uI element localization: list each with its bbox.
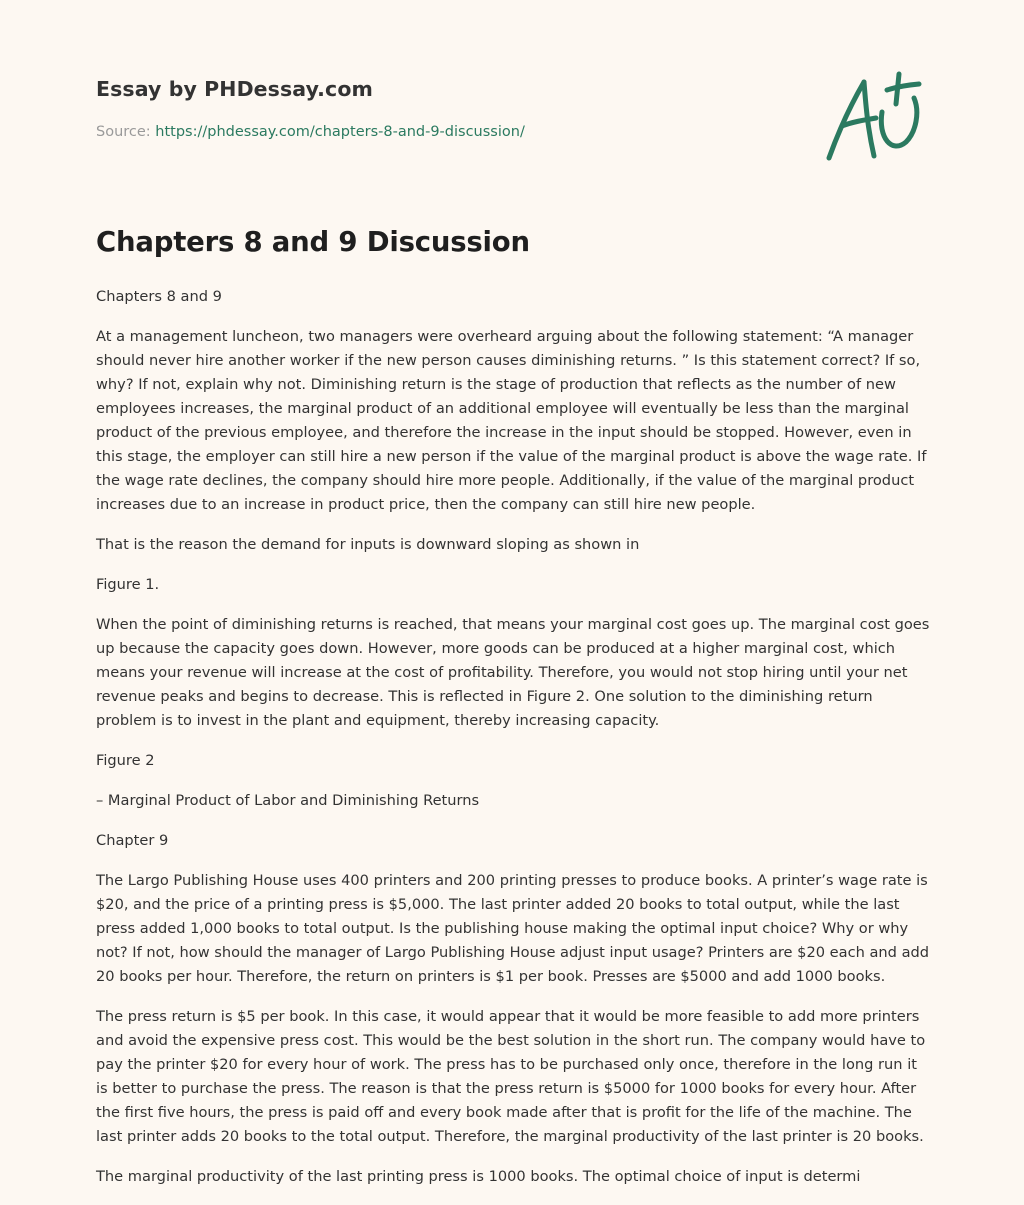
source-link[interactable]: https://phdessay.com/chapters-8-and-9-discussion/ bbox=[155, 124, 525, 140]
paragraph: That is the reason the demand for inputs is downward sloping as shown in bbox=[96, 536, 640, 553]
a-plus-logo-icon bbox=[820, 68, 930, 168]
essay-body bbox=[96, 285, 932, 1205]
paragraph: The marginal productivity of the last printing press is 1000 books. The optimal choice of input is determi bbox=[96, 1168, 861, 1185]
paragraph: When the point of diminishing returns is reached, that means your marginal cost goes up. The marginal cost goes up because the capacity goes down. However, more goods can be produced at a higher marginal cost, which means your revenue will increase at the cost of profitability. Therefore, you would not stop hiring until your net revenue peaks and begins to decrease. This is reflected in Figure 2. One solution to the diminishing return problem is to invest in the plant and equipment, thereby increasing capacity. bbox=[96, 616, 930, 729]
essay-title: Chapters 8 and 9 Discussion bbox=[96, 226, 530, 258]
paragraph: Figure 2 bbox=[96, 752, 155, 769]
paragraph: The press return is $5 per book. In this case, it would appear that it would be more feasible to add more printers and avoid the expensive press cost. This would be the best solution in the short run. The company would have to pay the printer $20 for every hour of work. The press has to be purchased only once, therefore in the long run it is better to purchase the press. The reason is that the press return is $5000 for 1000 books for every hour. After the first five hours, the press is paid off and every book made after that is profit for the life of the machine. The last printer adds 20 books to the total output. Therefore, the marginal productivity of the last printer is 20 books. bbox=[96, 1008, 926, 1145]
paragraph: Figure 1. bbox=[96, 576, 160, 593]
paragraph: – Marginal Product of Labor and Diminishing Returns bbox=[96, 792, 480, 809]
paragraph: Chapter 9 bbox=[96, 832, 169, 849]
paragraph: At a management luncheon, two managers were overheard arguing about the following statement: “A manager should never hire another worker if the new person causes diminishing returns. ” Is this statement correct? If so, why? If not, explain why not. Diminishing return is the stage of production that reflects as the number of new employees increases, the marginal product of an additional employee will eventually be less than the marginal product of the previous employee, and therefore the increase in the input should be stopped. However, even in this stage, the employer can still hire a new person if the value of the marginal product is above the wage rate. If the wage rate declines, the company should hire more people. Additionally, if the value of the marginal product increases due to an increase in product price, then the company can still hire new people. bbox=[96, 328, 927, 513]
source-label: Source: bbox=[96, 124, 151, 140]
site-title: Essay by PHDessay.com bbox=[96, 77, 373, 101]
paragraph: Chapters 8 and 9 bbox=[96, 288, 222, 305]
paragraph: The Largo Publishing House uses 400 printers and 200 printing presses to produce books. A printer’s wage rate is $20, and the price of a printing press is $5,000. The last printer added 20 books to total output, while the last press added 1,000 books to total output. Is the publishing house making the optimal input choice? Why or why not? If not, how should the manager of Largo Publishing House adjust input usage? Printers are $20 each and add 20 books per hour. Therefore, the return on printers is $1 per book. Presses are $5000 and add 1000 books. bbox=[96, 872, 930, 985]
source-line bbox=[96, 124, 525, 140]
